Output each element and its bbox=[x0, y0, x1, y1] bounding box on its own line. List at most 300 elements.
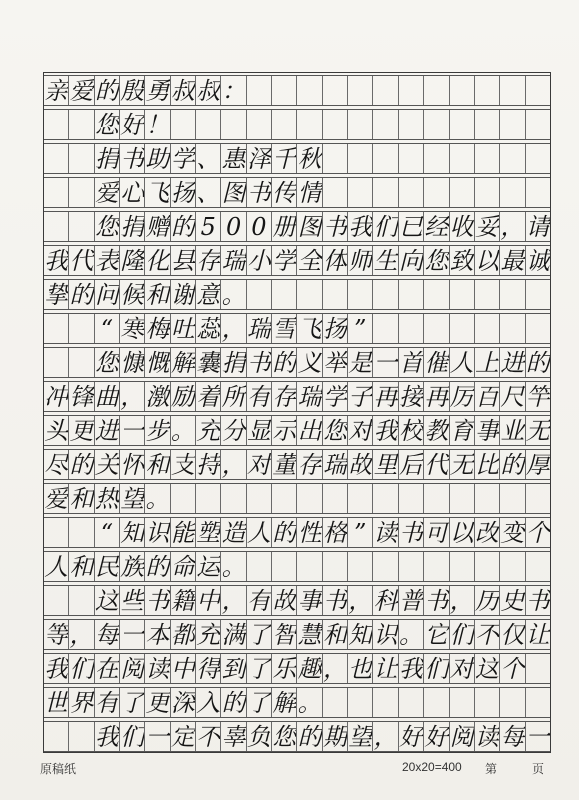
grid-cell: 师 bbox=[348, 246, 373, 275]
grid-cell: 一 bbox=[120, 416, 145, 445]
grid-cell bbox=[372, 688, 397, 717]
grid-cell: 0 bbox=[246, 212, 271, 241]
grid-cell: 热 bbox=[94, 484, 119, 513]
grid-cell: 助 bbox=[145, 144, 170, 173]
grid-cell bbox=[372, 76, 397, 105]
grid-cell bbox=[449, 314, 474, 343]
grid-cell: 、 bbox=[196, 144, 221, 173]
grid-cell: 不 bbox=[196, 722, 221, 751]
manuscript-row bbox=[44, 415, 550, 446]
grid-cell: 和 bbox=[69, 484, 94, 513]
grid-cell: 对 bbox=[246, 450, 271, 479]
grid-cell bbox=[449, 178, 474, 207]
grid-cell: 挚 bbox=[44, 280, 69, 309]
grid-cell: 业 bbox=[500, 416, 525, 445]
grid-cell: 。 bbox=[221, 280, 246, 309]
grid-cell: 捐 bbox=[120, 212, 145, 241]
grid-cell: 举 bbox=[322, 348, 347, 377]
grid-cell: 无 bbox=[525, 416, 550, 445]
grid-cell: 您 bbox=[94, 348, 119, 377]
grid-cell: 性 bbox=[297, 518, 322, 547]
grid-cell: 变 bbox=[500, 518, 525, 547]
grid-cell: 的 bbox=[297, 722, 322, 751]
grid-cell bbox=[499, 144, 524, 173]
grid-cell: 我 bbox=[398, 654, 423, 683]
grid-cell: 期 bbox=[322, 722, 347, 751]
grid-cell: 书 bbox=[246, 178, 271, 207]
grid-cell: 人 bbox=[246, 518, 271, 547]
grid-cell: 。 bbox=[398, 620, 423, 649]
grid-cell: 学 bbox=[272, 246, 297, 275]
grid-cell: 叔 bbox=[196, 76, 221, 105]
grid-cell: 我 bbox=[44, 246, 69, 275]
grid-cell: 对 bbox=[449, 654, 474, 683]
grid-cell bbox=[499, 178, 524, 207]
grid-cell: 代 bbox=[69, 246, 94, 275]
grid-cell: 望 bbox=[348, 722, 373, 751]
grid-cell: 收 bbox=[449, 212, 474, 241]
grid-cell: 分 bbox=[221, 416, 246, 445]
grid-cell: 勇 bbox=[145, 76, 170, 105]
grid-cell: ， bbox=[221, 586, 246, 615]
grid-cell: 扬 bbox=[322, 314, 347, 343]
manuscript-row bbox=[44, 551, 550, 582]
grid-cell bbox=[347, 110, 372, 139]
grid-cell: 我 bbox=[373, 416, 398, 445]
grid-cell: 的 bbox=[525, 348, 550, 377]
grid-cell bbox=[499, 484, 524, 513]
grid-cell: 些 bbox=[120, 586, 145, 615]
grid-cell: 再 bbox=[424, 382, 449, 411]
grid-cell: 候 bbox=[120, 280, 145, 309]
grid-cell: 怀 bbox=[120, 450, 145, 479]
grid-cell: 改 bbox=[475, 518, 500, 547]
grid-cell: 让 bbox=[373, 654, 398, 683]
grid-cell bbox=[525, 484, 550, 513]
grid-cell: 生 bbox=[373, 246, 398, 275]
grid-cell: 向 bbox=[398, 246, 423, 275]
grid-cell: 励 bbox=[170, 382, 195, 411]
grid-cell: 经 bbox=[424, 212, 449, 241]
grid-cell bbox=[474, 76, 499, 105]
grid-cell bbox=[220, 484, 245, 513]
manuscript-row bbox=[44, 619, 550, 650]
grid-cell: ： bbox=[221, 76, 246, 105]
grid-cell: 中 bbox=[170, 654, 195, 683]
grid-cell bbox=[347, 178, 372, 207]
grid-cell bbox=[449, 552, 474, 581]
grid-cell bbox=[296, 552, 321, 581]
grid-cell: 雪 bbox=[272, 314, 297, 343]
manuscript-row bbox=[44, 585, 550, 616]
manuscript-row bbox=[44, 517, 550, 548]
grid-cell: 书 bbox=[120, 144, 145, 173]
grid-cell: 妥 bbox=[475, 212, 500, 241]
grid-cell: ” bbox=[347, 314, 372, 343]
grid-cell: 每 bbox=[500, 722, 525, 751]
grid-cell: 请 bbox=[525, 212, 550, 241]
grid-cell: 书 bbox=[398, 518, 423, 547]
grid-cell: 好 bbox=[398, 722, 423, 751]
grid-cell: 隆 bbox=[120, 246, 145, 275]
grid-cell: 解 bbox=[170, 348, 195, 377]
grid-cell bbox=[246, 280, 271, 309]
grid-cell bbox=[525, 688, 550, 717]
grid-cell: 爱 bbox=[94, 178, 119, 207]
grid-cell bbox=[525, 110, 550, 139]
grid-cell: 瑞 bbox=[221, 246, 246, 275]
grid-cell: 普 bbox=[398, 586, 423, 615]
grid-cell: 出 bbox=[297, 416, 322, 445]
grid-cell: 存 bbox=[297, 450, 322, 479]
grid-cell: 的 bbox=[272, 348, 297, 377]
grid-cell: 入 bbox=[196, 688, 221, 717]
grid-cell: 竿 bbox=[525, 382, 550, 411]
grid-cell bbox=[347, 76, 372, 105]
grid-cell: 们 bbox=[449, 620, 474, 649]
grid-cell bbox=[44, 212, 68, 241]
grid-cell bbox=[271, 280, 296, 309]
grid-cell: 辜 bbox=[221, 722, 246, 751]
grid-cell: 叔 bbox=[170, 76, 195, 105]
grid-cell: 存 bbox=[196, 246, 221, 275]
grid-cell bbox=[322, 552, 347, 581]
grid-cell: ， bbox=[500, 212, 525, 241]
grid-cell bbox=[398, 178, 423, 207]
grid-cell: 关 bbox=[94, 450, 119, 479]
grid-cell: 里 bbox=[373, 450, 398, 479]
grid-cell: 它 bbox=[424, 620, 449, 649]
grid-cell: 历 bbox=[475, 586, 500, 615]
grid-cell: 负 bbox=[246, 722, 271, 751]
grid-cell bbox=[44, 144, 68, 173]
grid-cell bbox=[449, 144, 474, 173]
grid-cell: 到 bbox=[221, 654, 246, 683]
grid-cell bbox=[474, 484, 499, 513]
grid-cell bbox=[347, 144, 372, 173]
grid-cell bbox=[423, 110, 448, 139]
grid-cell bbox=[271, 76, 296, 105]
grid-cell bbox=[398, 280, 423, 309]
grid-cell bbox=[322, 280, 347, 309]
grid-cell: 更 bbox=[69, 416, 94, 445]
grid-cell: 读 bbox=[475, 722, 500, 751]
grid-cell: 再 bbox=[373, 382, 398, 411]
grid-cell: 故 bbox=[272, 586, 297, 615]
grid-cell bbox=[398, 688, 423, 717]
manuscript-row bbox=[44, 75, 550, 106]
grid-cell: 尺 bbox=[500, 382, 525, 411]
grid-cell: 格 bbox=[322, 518, 347, 547]
grid-cell: 了 bbox=[246, 654, 271, 683]
grid-cell: ， bbox=[221, 314, 246, 343]
grid-cell: 全 bbox=[297, 246, 322, 275]
grid-cell: 冲 bbox=[44, 382, 69, 411]
grid-cell: 的 bbox=[94, 76, 119, 105]
grid-cell: 。 bbox=[145, 484, 170, 513]
grid-cell bbox=[398, 314, 423, 343]
manuscript-row bbox=[44, 449, 550, 480]
grid-cell: 以 bbox=[449, 518, 474, 547]
grid-cell: 史 bbox=[500, 586, 525, 615]
grid-cell: ， bbox=[348, 586, 373, 615]
grid-cell: 0 bbox=[220, 212, 245, 241]
grid-cell bbox=[474, 178, 499, 207]
grid-cell: 趣 bbox=[297, 654, 322, 683]
grid-cell: 表 bbox=[94, 246, 119, 275]
grid-cell bbox=[170, 484, 195, 513]
grid-cell: 书 bbox=[525, 586, 550, 615]
grid-cell: 首 bbox=[398, 348, 423, 377]
manuscript-row bbox=[44, 687, 550, 718]
grid-cell: 好 bbox=[120, 110, 145, 139]
grid-cell: 情 bbox=[297, 178, 322, 207]
grid-cell bbox=[68, 110, 93, 139]
grid-cell: 乐 bbox=[272, 654, 297, 683]
grid-cell: 界 bbox=[69, 688, 94, 717]
grid-cell: 百 bbox=[475, 382, 500, 411]
grid-cell: 知 bbox=[120, 518, 145, 547]
grid-cell bbox=[296, 110, 321, 139]
grid-cell: 都 bbox=[170, 620, 195, 649]
grid-cell bbox=[474, 280, 499, 309]
grid-cell: 化 bbox=[145, 246, 170, 275]
grid-cell: 尽 bbox=[44, 450, 69, 479]
grid-cell: 最 bbox=[500, 246, 525, 275]
grid-cell: 催 bbox=[424, 348, 449, 377]
grid-cell: 望 bbox=[120, 484, 145, 513]
grid-cell: 人 bbox=[44, 552, 69, 581]
grid-cell bbox=[322, 110, 347, 139]
manuscript-row bbox=[44, 245, 550, 276]
grid-cell: 满 bbox=[221, 620, 246, 649]
grid-cell: “ bbox=[94, 518, 119, 547]
grid-cell bbox=[322, 484, 347, 513]
grid-cell: 捐 bbox=[221, 348, 246, 377]
grid-cell: ， bbox=[449, 586, 474, 615]
grid-cell: ！ bbox=[145, 110, 170, 139]
grid-cell: 我 bbox=[94, 722, 119, 751]
grid-cell bbox=[322, 688, 347, 717]
grid-cell bbox=[44, 110, 68, 139]
grid-cell bbox=[246, 76, 271, 105]
grid-cell: ， bbox=[322, 654, 347, 683]
grid-cell: 以 bbox=[475, 246, 500, 275]
grid-cell: 一 bbox=[373, 348, 398, 377]
grid-cell bbox=[423, 688, 448, 717]
grid-cell: 得 bbox=[196, 654, 221, 683]
manuscript-row bbox=[44, 721, 550, 752]
grid-cell: 解 bbox=[272, 688, 297, 717]
manuscript-row bbox=[44, 347, 550, 378]
grid-cell: 惠 bbox=[221, 144, 246, 173]
grid-cell bbox=[170, 110, 195, 139]
grid-cell bbox=[525, 552, 550, 581]
grid-cell: 董 bbox=[272, 450, 297, 479]
grid-cell: 爱 bbox=[44, 484, 69, 513]
grid-cell: 义 bbox=[297, 348, 322, 377]
grid-cell bbox=[68, 722, 93, 751]
grid-cell: 无 bbox=[449, 450, 474, 479]
grid-cell: 意 bbox=[196, 280, 221, 309]
grid-cell: 蕊 bbox=[196, 314, 221, 343]
grid-cell bbox=[525, 144, 550, 173]
grid-cell: ， bbox=[221, 450, 246, 479]
manuscript-grid bbox=[43, 72, 551, 753]
manuscript-row bbox=[44, 653, 550, 684]
grid-cell: 们 bbox=[373, 212, 398, 241]
grid-cell: 命 bbox=[170, 552, 195, 581]
grid-cell: 持 bbox=[196, 450, 221, 479]
grid-cell: 、 bbox=[196, 178, 221, 207]
grid-cell: 示 bbox=[272, 416, 297, 445]
grid-cell: 知 bbox=[348, 620, 373, 649]
grid-cell: 阅 bbox=[449, 722, 474, 751]
grid-cell: 个 bbox=[500, 654, 525, 683]
grid-cell: 厚 bbox=[525, 450, 550, 479]
grid-cell: 慧 bbox=[297, 620, 322, 649]
grid-cell bbox=[449, 484, 474, 513]
grid-cell bbox=[347, 552, 372, 581]
grid-cell bbox=[423, 144, 448, 173]
grid-cell: 识 bbox=[145, 518, 170, 547]
grid-cell bbox=[347, 280, 372, 309]
grid-cell bbox=[322, 178, 347, 207]
grid-cell: 诚 bbox=[525, 246, 550, 275]
page-suffix: 页 bbox=[532, 762, 545, 776]
grid-cell: 我 bbox=[348, 212, 373, 241]
grid-cell: 您 bbox=[272, 722, 297, 751]
grid-cell: 了 bbox=[246, 688, 271, 717]
grid-cell: 传 bbox=[272, 178, 297, 207]
manuscript-row bbox=[44, 109, 550, 140]
grid-cell: 您 bbox=[94, 212, 119, 241]
grid-cell: 寒 bbox=[120, 314, 145, 343]
grid-cell: 是 bbox=[348, 348, 373, 377]
grid-cell: 子 bbox=[348, 382, 373, 411]
grid-cell: 书 bbox=[246, 348, 271, 377]
grid-cell bbox=[271, 484, 296, 513]
grid-cell: 了 bbox=[120, 688, 145, 717]
manuscript-row bbox=[44, 211, 550, 242]
grid-cell: 对 bbox=[348, 416, 373, 445]
manuscript-row bbox=[44, 177, 550, 208]
grid-cell: ， bbox=[120, 382, 145, 411]
grid-cell: 您 bbox=[322, 416, 347, 445]
grid-cell bbox=[44, 178, 68, 207]
grid-cell: 读 bbox=[373, 518, 398, 547]
grid-cell bbox=[296, 280, 321, 309]
grid-cell: 育 bbox=[449, 416, 474, 445]
grid-cell: 充 bbox=[196, 416, 221, 445]
grid-cell: 等 bbox=[44, 620, 69, 649]
grid-cell: 接 bbox=[398, 382, 423, 411]
grid-cell: 代 bbox=[424, 450, 449, 479]
grid-cell: 慷 bbox=[120, 348, 145, 377]
grid-cell bbox=[347, 484, 372, 513]
grid-cell: 着 bbox=[196, 382, 221, 411]
grid-cell: 的 bbox=[69, 280, 94, 309]
grid-cell: ， bbox=[69, 620, 94, 649]
grid-cell bbox=[68, 212, 93, 241]
grid-cell bbox=[68, 314, 93, 343]
grid-cell: 民 bbox=[94, 552, 119, 581]
grid-cell bbox=[372, 314, 397, 343]
grid-cell: 校 bbox=[398, 416, 423, 445]
grid-cell: 事 bbox=[297, 586, 322, 615]
grid-cell bbox=[398, 110, 423, 139]
grid-cell: 能 bbox=[170, 518, 195, 547]
grid-cell: 们 bbox=[69, 654, 94, 683]
grid-cell bbox=[372, 110, 397, 139]
grid-cell: 秋 bbox=[297, 144, 322, 173]
grid-cell: 不 bbox=[475, 620, 500, 649]
grid-cell: 后 bbox=[398, 450, 423, 479]
grid-cell: 可 bbox=[424, 518, 449, 547]
grid-cell: 锋 bbox=[69, 382, 94, 411]
grid-cell: 梅 bbox=[145, 314, 170, 343]
grid-cell: 和 bbox=[145, 280, 170, 309]
grid-cell: 世 bbox=[44, 688, 69, 717]
grid-cell: 致 bbox=[449, 246, 474, 275]
grid-cell: 体 bbox=[322, 246, 347, 275]
grid-cell bbox=[347, 688, 372, 717]
grid-cell bbox=[398, 144, 423, 173]
grid-cell: 支 bbox=[170, 450, 195, 479]
grid-cell: 步 bbox=[145, 416, 170, 445]
grid-cell: 存 bbox=[272, 382, 297, 411]
grid-cell: 们 bbox=[424, 654, 449, 683]
grid-cell: 好 bbox=[424, 722, 449, 751]
grid-cell: 人 bbox=[449, 348, 474, 377]
grid-cell: 一 bbox=[120, 620, 145, 649]
grid-cell: 5 bbox=[195, 212, 220, 241]
grid-cell bbox=[499, 280, 524, 309]
grid-cell: 让 bbox=[525, 620, 550, 649]
grid-cell bbox=[44, 348, 68, 377]
grid-cell: 亲 bbox=[44, 76, 69, 105]
grid-cell: 的 bbox=[272, 518, 297, 547]
grid-cell: 。 bbox=[170, 416, 195, 445]
grid-cell bbox=[372, 178, 397, 207]
grid-cell: 扬 bbox=[170, 178, 195, 207]
grid-cell bbox=[322, 76, 347, 105]
grid-cell: 本 bbox=[145, 620, 170, 649]
grid-cell: 您 bbox=[424, 246, 449, 275]
grid-cell bbox=[525, 654, 550, 683]
grid-cell bbox=[296, 76, 321, 105]
grid-cell: 囊 bbox=[196, 348, 221, 377]
grid-cell: 殷 bbox=[120, 76, 145, 105]
manuscript-row bbox=[44, 381, 550, 412]
grid-cell: 有 bbox=[246, 586, 271, 615]
grid-cell bbox=[44, 314, 68, 343]
grid-cell bbox=[423, 484, 448, 513]
grid-cell: 有 bbox=[246, 382, 271, 411]
grid-cell: 问 bbox=[94, 280, 119, 309]
sheet-label: 原稿纸 bbox=[40, 762, 77, 776]
grid-cell bbox=[474, 144, 499, 173]
grid-cell: 小 bbox=[246, 246, 271, 275]
sheet-spec: 20x20=400 bbox=[402, 760, 462, 774]
grid-cell: 故 bbox=[348, 450, 373, 479]
grid-cell bbox=[68, 518, 93, 547]
grid-cell bbox=[474, 314, 499, 343]
grid-cell: 吐 bbox=[170, 314, 195, 343]
grid-cell: 造 bbox=[221, 518, 246, 547]
grid-cell bbox=[195, 484, 220, 513]
grid-cell bbox=[195, 110, 220, 139]
